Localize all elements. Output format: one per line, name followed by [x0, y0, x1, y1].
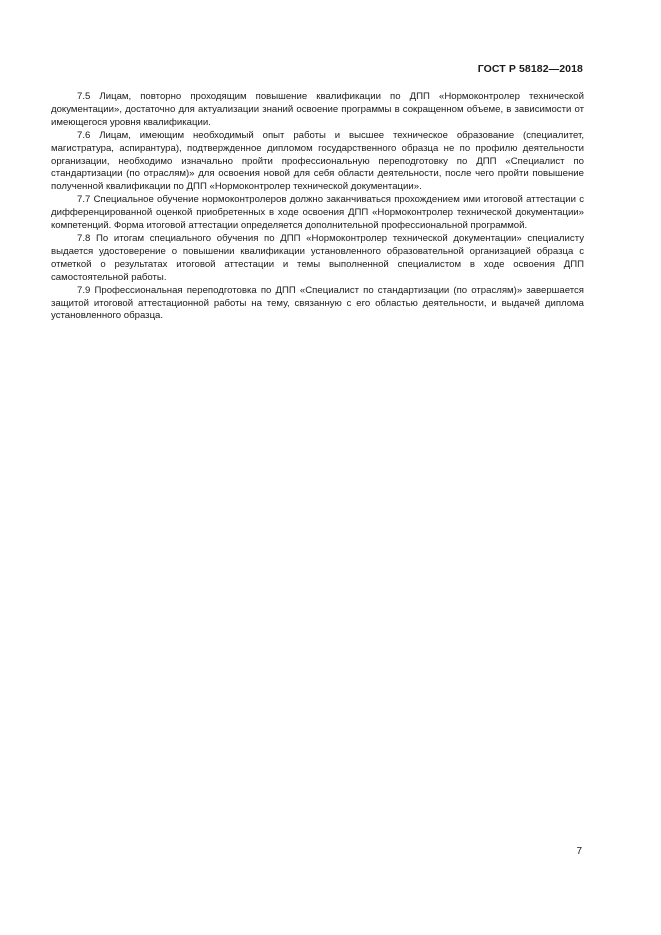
- paragraph-7-7: 7.7 Специальное обучение нормоконтролеров должно заканчиваться прохождением ими итоговой аттестации с дифференцированной оценкой приобретенных в ходе освоения ДПП «Нормоконтролер технической документации» компетенций. Форма итоговой аттестации определяется дополнительной профессиональной программой.: [51, 194, 584, 232]
- paragraph-7-5: 7.5 Лицам, повторно проходящим повышение квалификации по ДПП «Нормоконтролер технической документации», достаточно для актуализации знаний освоение программы в сокращенном объеме, в зависимости от имеющегося уровня квалификации.: [51, 91, 584, 128]
- paragraph-7-6: 7.6 Лицам, имеющим необходимый опыт работы и высшее техническое образование (специалитет, магистратура, аспирантура), подтвержденное дипломом государственного образца не по профилю деятельности организации, необходимо изначально пройти профессиональную переподготовку по ДПП «Специалист по стандартизации (по отраслям)» для освоения новой для себя области деятельности, после чего пройти повышение полученной квалификации по ДПП «Нормоконтролер технической документации».: [51, 129, 584, 193]
- document-code-header: ГОСТ Р 58182—2018: [477, 63, 583, 75]
- paragraph-7-8: 7.8 По итогам специального обучения по ДПП «Нормоконтролер технической документации» специалисту выдается удостоверение о повышении квалификации установленного образовательной организацией образца с отметкой о результатах итоговой аттестации и темы выполненной специалистом в ходе освоения ДПП самостоятельной работы.: [51, 232, 584, 283]
- document-body: [51, 91, 584, 323]
- page-number: 7: [576, 846, 582, 857]
- paragraph-7-9: 7.9 Профессиональная переподготовка по ДПП «Специалист по стандартизации (по отраслям)» завершается защитой итоговой аттестационной работы на тему, связанную с его областью деятельности, и выдачей диплома установленного образца.: [51, 284, 584, 322]
